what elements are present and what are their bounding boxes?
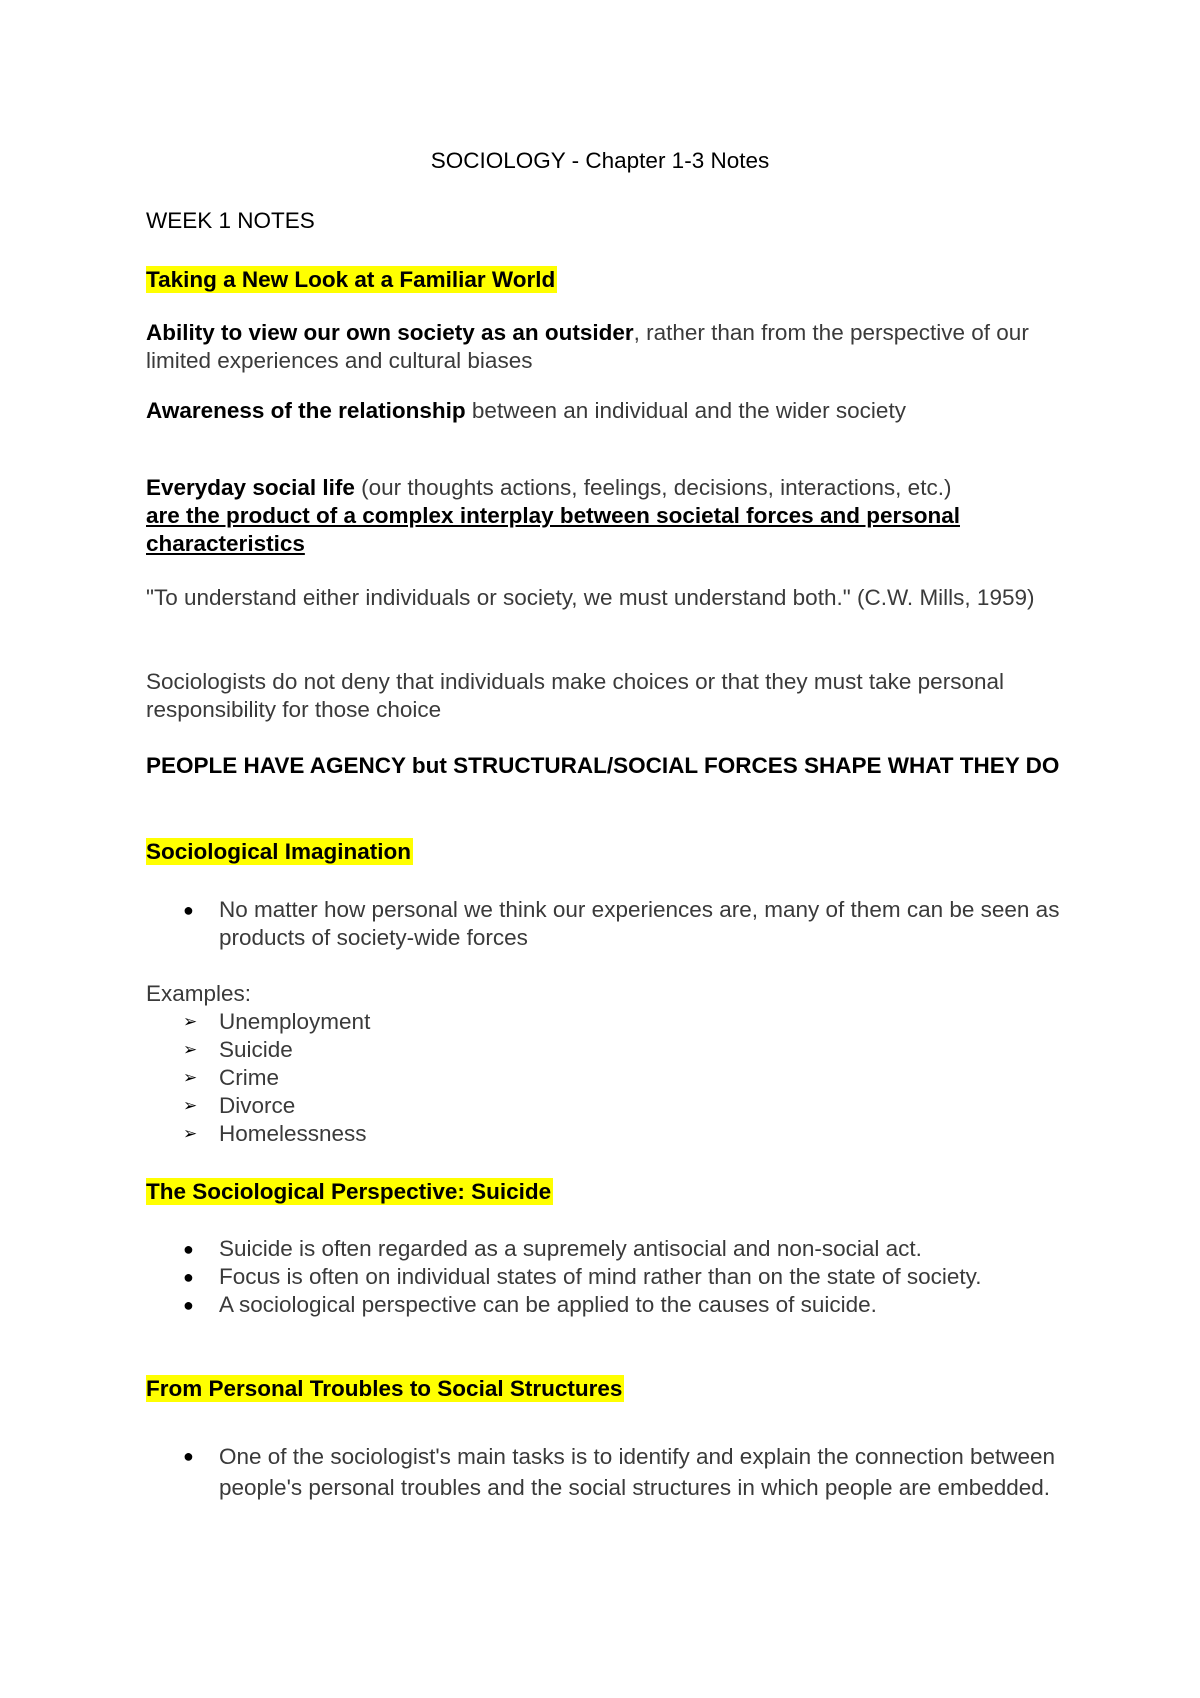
list-item: ● No matter how personal we think our experiences are, many of them can be seen as products of society-wide forces [183, 897, 1060, 950]
examples-list [146, 1008, 1066, 1148]
troubles-bullet-list [146, 1441, 1066, 1503]
arrow-bullet-icon: ➢ [183, 1096, 198, 1115]
highlighted-heading: Sociological Imagination [146, 839, 412, 864]
underlined-statement: are the product of a complex interplay between societal forces and personal characteristics [146, 503, 960, 556]
paragraph-everyday-social-life [146, 474, 1066, 558]
arrow-bullet-icon: ➢ [183, 1124, 198, 1143]
bold-phrase: Ability to view our own society as an outsider [146, 320, 634, 345]
list-item: ➢ Unemployment [183, 1009, 371, 1034]
bullet-icon: ● [183, 1295, 194, 1315]
bullet-icon: ● [183, 1239, 194, 1259]
bold-phrase: Awareness of the relationship [146, 398, 466, 423]
paragraph-individual-choices: Sociologists do not deny that individuals make choices or that they must take personal responsibility for those choice [146, 669, 1004, 722]
paragraph-outsider-view [146, 319, 1066, 375]
document-title: SOCIOLOGY - Chapter 1-3 Notes [430, 148, 770, 173]
highlighted-heading: From Personal Troubles to Social Structures [146, 1376, 623, 1401]
bullet-icon: ● [183, 1267, 194, 1287]
bullet-icon: ● [183, 900, 194, 920]
list-item: ➢ Divorce [183, 1093, 296, 1118]
examples-label: Examples: [146, 981, 252, 1006]
paragraph-text: (our thoughts actions, feelings, decisions, interactions, etc.) [354, 475, 952, 500]
list-item: ● One of the sociologist's main tasks is to identify and explain the connection between people's personal troubles and the social structures in which people are embedded. [146, 1441, 1066, 1503]
list-item: ● Suicide is often regarded as a supremely antisocial and non-social act. [183, 1236, 922, 1261]
paragraph-relationship-awareness [146, 397, 1066, 425]
highlighted-heading: Taking a New Look at a Familiar World [146, 267, 556, 292]
arrow-bullet-icon: ➢ [183, 1068, 198, 1087]
list-item: ➢ Homelessness [183, 1121, 367, 1146]
section-heading-familiar-world [146, 266, 1066, 294]
paragraph-text: , rather than from the perspective of our limited experiences and cultural biases [146, 320, 1029, 373]
list-item: ● Focus is often on individual states of mind rather than on the state of society. [183, 1264, 982, 1289]
list-item: ➢ Suicide [183, 1037, 293, 1062]
agency-emphasis: PEOPLE HAVE AGENCY but STRUCTURAL/SOCIAL FORCES SHAPE WHAT THEY DO [146, 753, 1060, 778]
arrow-bullet-icon: ➢ [183, 1040, 198, 1059]
list-item: ➢ Crime [183, 1065, 279, 1090]
arrow-bullet-icon: ➢ [183, 1012, 198, 1031]
week-heading: WEEK 1 NOTES [146, 208, 315, 233]
imagination-bullet-list [146, 896, 1066, 952]
list-item: ● A sociological perspective can be applied to the causes of suicide. [183, 1292, 877, 1317]
section-heading-suicide-perspective [146, 1178, 1066, 1206]
highlighted-heading: The Sociological Perspective: Suicide [146, 1179, 552, 1204]
section-heading-personal-troubles [146, 1375, 1066, 1403]
suicide-bullet-list [146, 1235, 1066, 1319]
bold-phrase: Everyday social life [146, 475, 355, 500]
section-heading-sociological-imagination [146, 838, 1066, 866]
bullet-icon: ● [183, 1446, 194, 1466]
paragraph-text: between an individual and the wider society [465, 398, 906, 423]
mills-quote: "To understand either individuals or society, we must understand both." (C.W. Mills, 1959) [146, 585, 1035, 610]
